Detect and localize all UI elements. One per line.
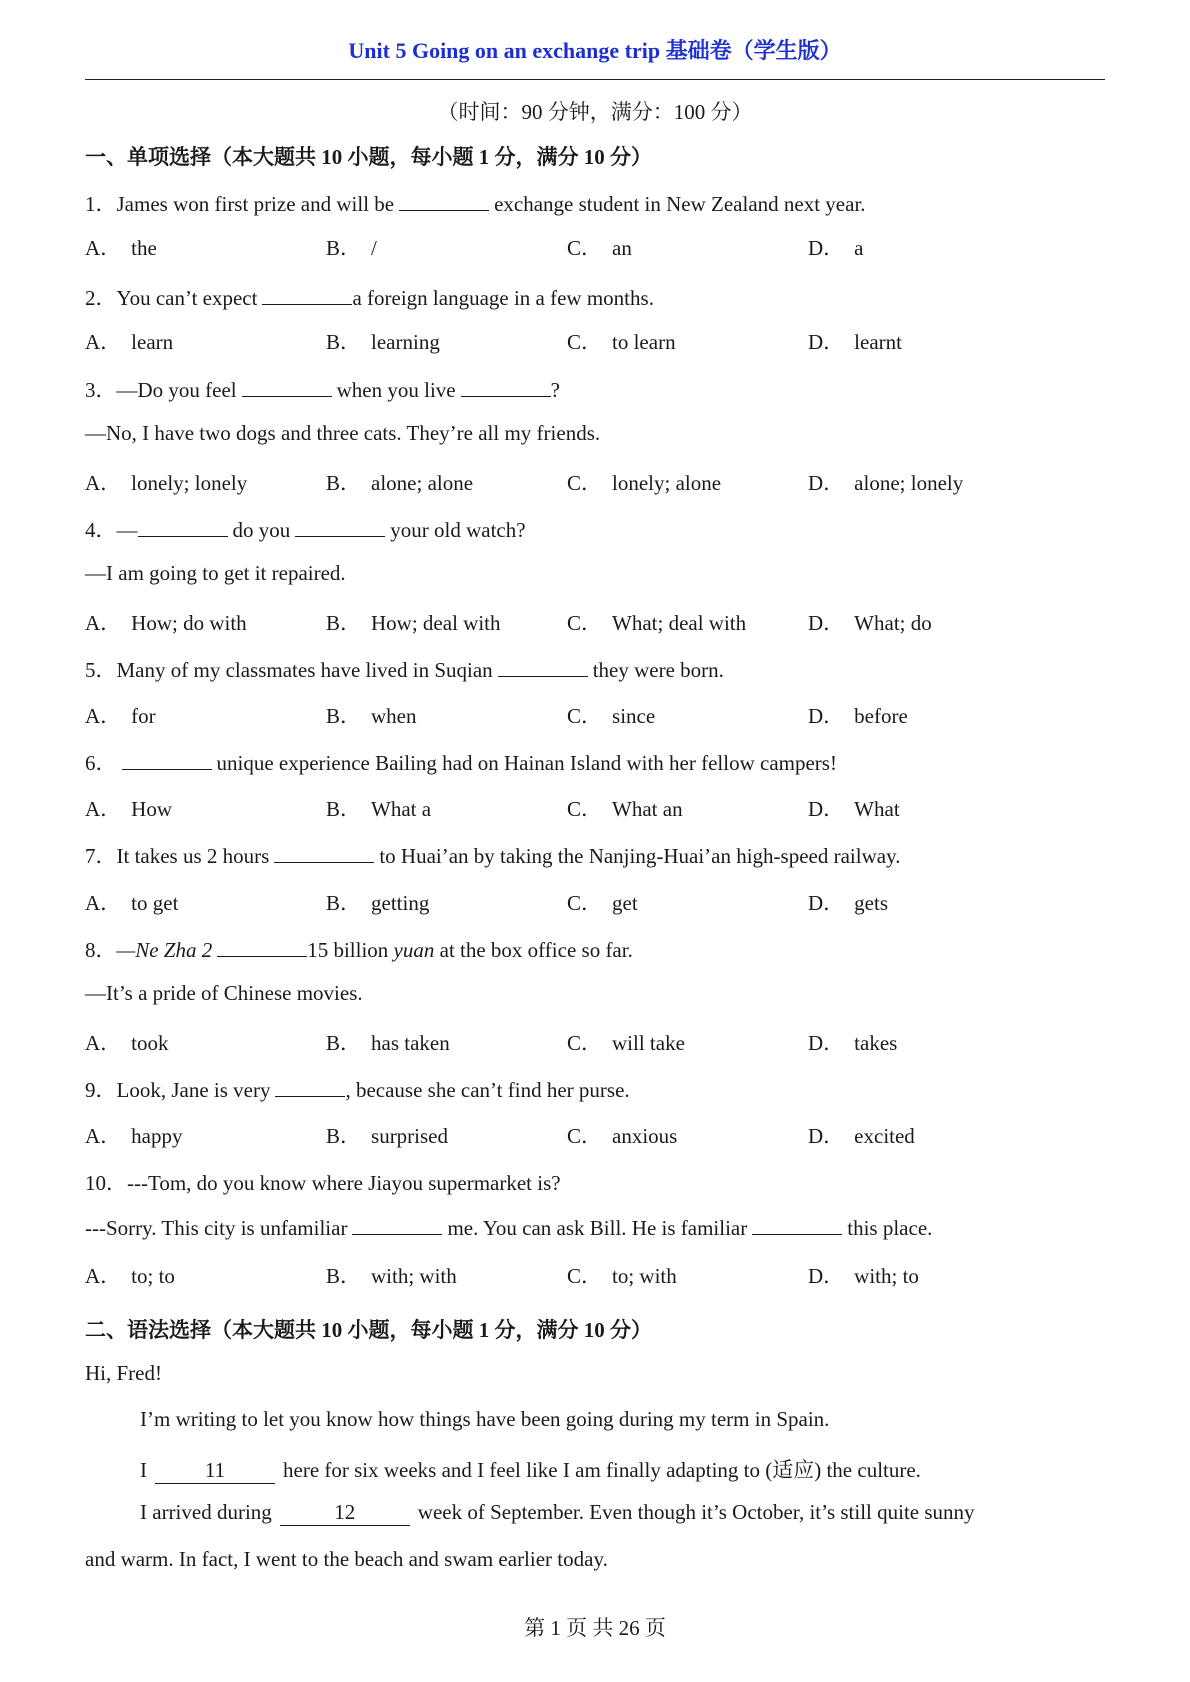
answer-blank[interactable] [498,656,588,677]
answer-blank[interactable] [399,190,489,211]
question-4: 4．— do you your old watch? [85,518,526,542]
question-4-options [85,607,1045,635]
option-a[interactable]: A． How [85,797,173,821]
option-d[interactable]: D． alone; lonely [808,471,964,495]
option-b[interactable]: B． when [326,704,417,728]
option-c[interactable]: C． an [567,236,632,260]
question-4-reply: —I am going to get it repaired. [85,561,346,585]
question-7-options [85,887,1045,915]
answer-blank[interactable] [352,1214,442,1235]
question-10: 10．---Tom, do you know where Jiayou supermarket is? [85,1171,561,1195]
question-3-options [85,467,1045,495]
option-b[interactable]: B． / [326,236,377,260]
option-a[interactable]: A． the [85,236,157,260]
question-1-options [85,232,1045,260]
answer-blank[interactable] [295,516,385,537]
option-b[interactable]: B． alone; alone [326,471,474,495]
option-c[interactable]: C． anxious [567,1124,678,1148]
option-c[interactable]: C． get [567,891,638,915]
option-d[interactable]: D． excited [808,1124,915,1148]
option-c[interactable]: C． to learn [567,330,676,354]
answer-blank[interactable] [461,376,551,397]
option-c[interactable]: C． to; with [567,1264,677,1288]
answer-blank[interactable] [752,1214,842,1235]
answer-blank[interactable] [262,284,352,305]
question-6-options [85,793,1045,821]
option-b[interactable]: B． What a [326,797,432,821]
question-8-options [85,1027,1045,1055]
section-1-title: 一、单项选择（本大题共 10 小题，每小题 1 分，满分 10 分） [85,145,652,169]
option-c[interactable]: C． What an [567,797,683,821]
option-a[interactable]: A． How; do with [85,611,247,635]
question-10-options [85,1260,1045,1288]
question-3-reply: —No, I have two dogs and three cats. They’re all my friends. [85,421,601,445]
option-a[interactable]: A． to get [85,891,179,915]
option-d[interactable]: D． learnt [808,330,902,354]
question-5: 5．Many of my classmates have lived in Suqian they were born. [85,658,724,682]
question-1: 1．James won first prize and will be exchange student in New Zealand next year. [85,192,866,216]
answer-blank[interactable] [217,936,307,957]
option-b[interactable]: B． surprised [326,1124,449,1148]
option-a[interactable]: A． happy [85,1124,183,1148]
grammar-blank-12[interactable]: 12 [280,1500,410,1526]
question-10-reply: ---Sorry. This city is unfamiliar me. You can ask Bill. He is familiar this place. [85,1216,933,1240]
question-9: 9．Look, Jane is very , because she can’t find her purse. [85,1078,630,1102]
section-2-title: 二、语法选择（本大题共 10 小题，每小题 1 分，满分 10 分） [85,1318,652,1342]
option-c[interactable]: C． lonely; alone [567,471,722,495]
question-5-options [85,700,1045,728]
header-divider [85,79,1105,80]
question-3: 3．—Do you feel when you live ? [85,378,560,402]
grammar-blank-11[interactable]: 11 [155,1458,275,1484]
option-a[interactable]: A． to; to [85,1264,175,1288]
option-d[interactable]: D． a [808,236,864,260]
question-2-options [85,326,1045,354]
answer-blank[interactable] [275,1076,345,1097]
letter-paragraph-1: I’m writing to let you know how things have been going during my term in Spain. [140,1407,830,1431]
option-d[interactable]: D． with; to [808,1264,919,1288]
page-number: 第 1 页 共 26 页 [524,1616,666,1640]
question-2: 2．You can’t expect a foreign language in a few months. [85,286,654,310]
exam-meta: （时间：90 分钟，满分：100 分） [437,100,753,124]
letter-paragraph-3: I arrived during 12 week of September. Even though it’s October, it’s still quite sunny [140,1500,975,1524]
question-9-options [85,1120,1045,1148]
option-b[interactable]: B． with; with [326,1264,457,1288]
option-b[interactable]: B． getting [326,891,430,915]
question-6: 6． unique experience Bailing had on Hainan Island with her fellow campers! [85,751,837,775]
option-b[interactable]: B． learning [326,330,440,354]
option-d[interactable]: D． What; do [808,611,932,635]
option-a[interactable]: A． learn [85,330,174,354]
option-b[interactable]: B． How; deal with [326,611,501,635]
option-d[interactable]: D． gets [808,891,888,915]
letter-greeting: Hi, Fred! [85,1361,162,1385]
question-8-reply: —It’s a pride of Chinese movies. [85,981,363,1005]
question-7: 7．It takes us 2 hours to Huai’an by taking the Nanjing-Huai’an high-speed railway. [85,844,901,868]
answer-blank[interactable] [122,749,212,770]
question-8: 8．—Ne Zha 2 15 billion yuan at the box office so far. [85,938,633,962]
option-a[interactable]: A． for [85,704,156,728]
option-c[interactable]: C． will take [567,1031,685,1055]
option-c[interactable]: C． What; deal with [567,611,747,635]
option-a[interactable]: A． took [85,1031,169,1055]
option-d[interactable]: D． before [808,704,908,728]
answer-blank[interactable] [274,842,374,863]
document-title: Unit 5 Going on an exchange trip 基础卷（学生版） [348,38,842,63]
letter-paragraph-2: I 11 here for six weeks and I feel like I am finally adapting to (适应) the culture. [140,1458,921,1482]
answer-blank[interactable] [242,376,332,397]
option-d[interactable]: D． What [808,797,900,821]
option-c[interactable]: C． since [567,704,656,728]
option-a[interactable]: A． lonely; lonely [85,471,248,495]
option-b[interactable]: B． has taken [326,1031,450,1055]
letter-paragraph-3-continued: and warm. In fact, I went to the beach and swam earlier today. [85,1547,608,1571]
option-d[interactable]: D． takes [808,1031,898,1055]
answer-blank[interactable] [138,516,228,537]
